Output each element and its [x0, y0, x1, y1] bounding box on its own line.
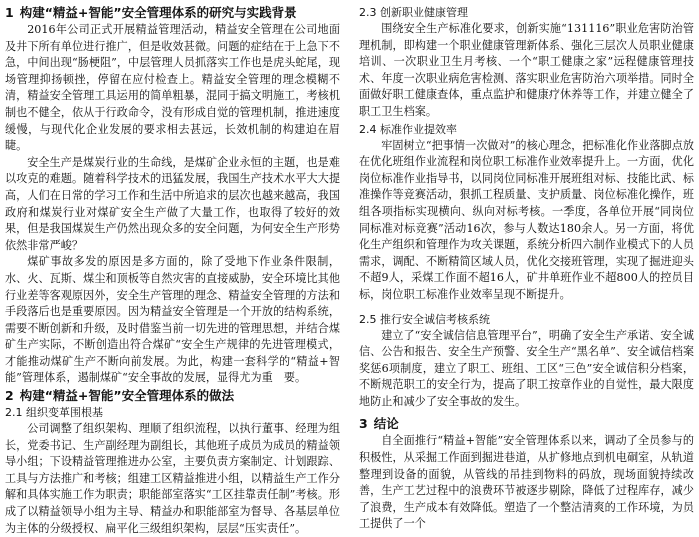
paragraph: 自全面推行“精益+智能”安全管理体系以来，调动了全员参与的积极性，从采掘工作面到掘进巷道，从扩修地点到机电硐室，从轨道整理到设备的面貌，从管线的吊挂到物料的码放，现场面貌持续改善，生产工艺过程中的浪费环节被逐步剔除，降低了过程库存，减少了浪费，生产成本有效降低。塑造了一个整洁清爽的工作环境，为员工提供了一个 [359, 434, 694, 531]
section-title: 结论 [373, 416, 399, 432]
section-heading-3 [359, 416, 694, 432]
paragraph: 围绕安全生产标准化要求，创新实施“131116”职业危害防治管理机制，即构建一个职业健康管理新体系、强化三层次人员职业健康培训、一次职业卫生月考核、一个“职工健康之家”远程健康管理技术、年度一次职业病危害检测、落实职业危害防治六项举措。同时全面做好职工健康查体，重点监护和健康疗休养等工作，并建立健全了职工卫生档案。 [359, 22, 694, 118]
paragraph: 公司调整了组织架构、理顺了组织流程，以执行董事、经理为组长，党委书记、生产副经理为副组长，其他班子成员为成员的精益领导小组；下设精益管理推进办公室，主要负责方案制定、计划跟踪、工具与方法推广和考核；组建工区精益推进小组，以精益生产工作分解和具体实施工作为职责；职能部室落实“工区挂靠责任制”考核。形成了以精益领导小组为主导、精益办和职能部室为督导、各基层单位为主体的分级授权、扁平化三级组织架构，层层“压实责任”。 [5, 422, 340, 535]
section-number: 2 [5, 388, 14, 404]
left-column [5, 4, 340, 537]
paragraph: 2016年公司正式开展精益管理活动，精益安全管理在公司地面及井下所有单位进行推广，但是收效甚微。问题的症结在于上急下不急，中间出现“肠梗阻”，中层管理人员抓落实工作也是虎头蛇尾，现场管理抑扬顿挫，停留在应付检查上。精益安全管理的理念模糊不清，精益安全管理工具运用的简单粗暴，混同于搞文明施工，考核机制也不健全，依从于行政命令，没有形成自觉的管理机制，推进速度缓慢，与现代化企业发展的要求相去甚远，长效机制的构建迫在眉睫。 [5, 23, 340, 153]
section-heading-1 [5, 5, 340, 21]
right-column [359, 4, 694, 533]
paragraph: 安全生产是煤炭行业的生命线，是煤矿企业永恒的主题，也是难以攻克的难题。随着科学技术的迅猛发展，我国生产技术水平大大提高，人们在日常的学习工作和生活中所追求的层次也越来越高，我国政府和煤炭行业对煤矿安全生产做了大量工作，也取得了较好的效果，但是我国煤炭生产仍然出现众多的安全问题，为何安全生产形势依然非常严峻？ [5, 155, 340, 252]
paragraph: 煤矿事故多发的原因是多方面的，除了受地下作业条件限制，水、火、瓦斯、煤尘和顶板等自然灾害的直接威胁，安全环境比其他行业差等客观原因外，安全生产管理的理念、精益安全管理的方法和手段落后也是重要原因。因为精益安全管理是一个开放的结构系统，需要不断创新和升级，及时借鉴当前一切先进的管理思想，并结合煤矿生产实际，不断创造出符合煤矿“安全生产规律的先进管理模式，才能推动煤矿生产不断向前发展。为此，构建一套科学的“精益+智能”管理体系，遏制煤矿“安全事故的发展，显得尤为重 要。 [5, 255, 340, 385]
subsection-heading-2-4: 2.4 标准作业提效率 [359, 122, 457, 136]
subsection-heading-2-1: 2.1 组织变革围根基 [5, 406, 103, 420]
section-number: 3 [359, 416, 368, 432]
paragraph: 建立了“安全诚信信息管理平台”，明确了安全生产承诺、安全诚信、公告和报告、安全生产预警、安全生产“黑名单”、安全诚信档案奖惩6项制度，建立了职工、班组、工区“三色”安全诚信积分档案，不断规范职工的安全行为，提高了职工按章作业的自觉性，最大限度地防止和减少了安全事故的发生。 [359, 328, 694, 408]
subsection-heading-2-5: 2.5 推行安全诚信考核系统 [359, 312, 490, 326]
subsection-heading-2-3: 2.3 创新职业健康管理 [359, 6, 468, 19]
section-number: 1 [5, 5, 14, 20]
paragraph: 牢固树立“把事情一次做对”的核心理念，把标准化作业落脚点放在优化班组作业流程和岗位职工标准作业效率提升上。一方面，优化岗位标准作业指导书，以同岗位同标准开展班组对标、技能比武、标准操作等竞赛活动，狠抓工程质量、支护质量、岗位标准化操作，班组各项指标实现横向、纵向对标考核。一季度，各单位开展“同岗位同标准对标竞赛”活动16次，参与人数达180余人。另一方面，将优化生产组织和管理作为攻关课题，系统分析四六制作业模式下的人员需求，调配、不断精简区域人员，优化交接班管理，实现了掘进迎头不超9人，采煤工作面不超16人，矿井单班作业不超800人的控员目标，岗位职工标准作业效率呈现不断提升。 [359, 138, 694, 301]
section-title: 构建“精益+智能”安全管理体系的做法 [19, 388, 235, 404]
section-title: 构建“精益+智能”安全管理体系的研究与实践背景 [19, 5, 297, 20]
section-heading-2 [5, 388, 340, 404]
